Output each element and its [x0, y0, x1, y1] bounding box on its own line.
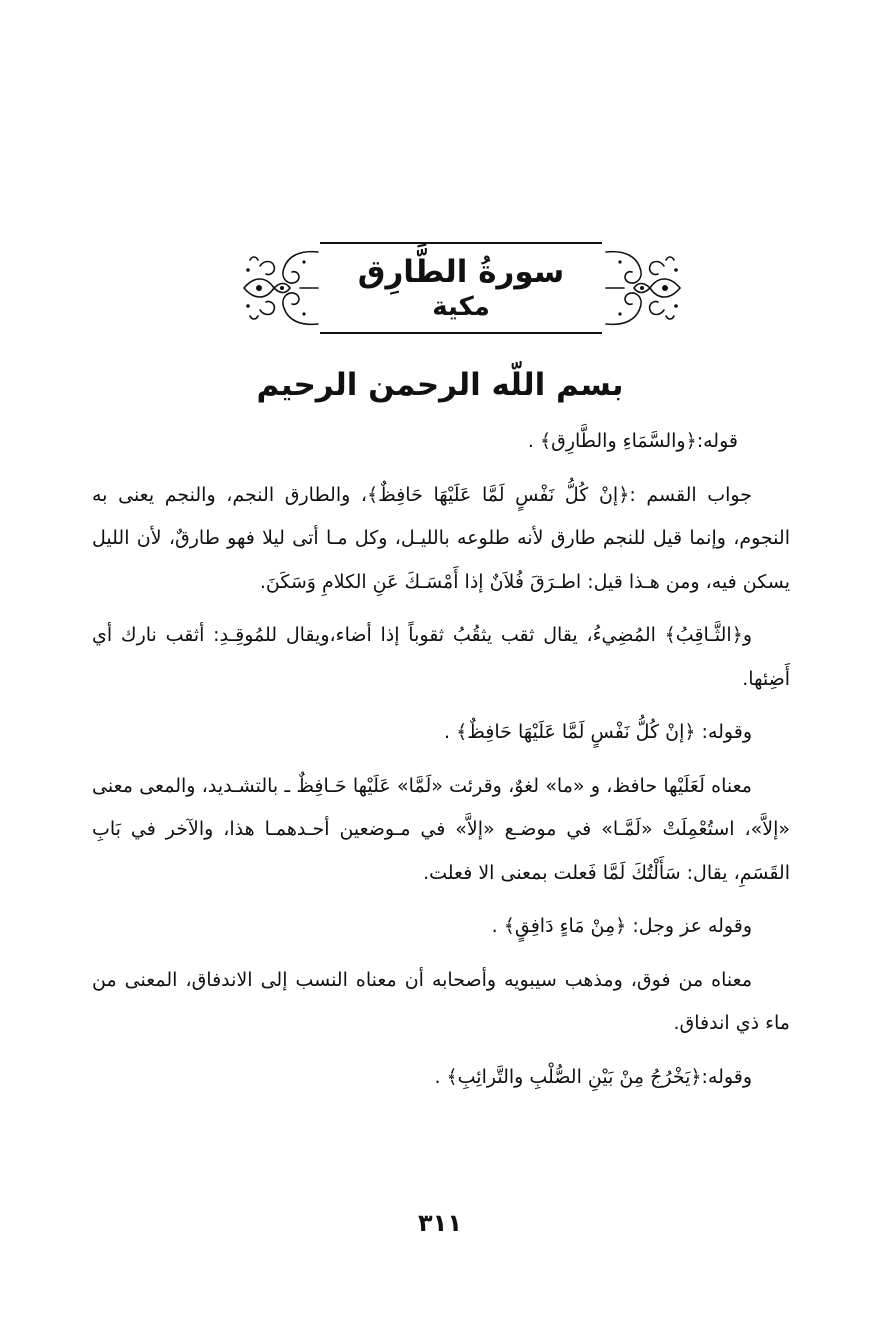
- page-number: ٣١١: [418, 1209, 462, 1237]
- paragraph-lamma: معناه لَعَلَيْها حافظ، و «ما» لغوٌ، وقرئت «لَمَّا» عَلَيْها حَـافِظٌ ـ بالتشـديد، والمعى معنى «إلاَّ»، استُعْمِلَتْ «لَمَّـا» في موضـع «إلاَّ» في مـوضعين أحـدهمـا هذا، والآخر في بَابِ القَسَمِ، يقال: سَأَلْتُكَ لَمَّا فَعلت بمعنى الا فعلت.: [92, 774, 790, 884]
- floral-ornament-icon: [240, 246, 322, 330]
- paragraph-thaqib: و﴿الثَّـاقِبُ﴾ المُضِيءُ، يقال ثقب يثقُبُ ثقوباً إذا أضاء،ويقال للمُوقِـدِ: أثقب نارك أي أَضِئها.: [92, 624, 790, 690]
- paragraph-dafiq: معناه من فوق، ومذهب سيبويه وأصحابه أن معناه النسب إلى الاندفاق، المعنى من ماء ذي اندفاق.: [92, 968, 790, 1034]
- paragraph-verse-1: قوله:﴿والسَّمَاءِ والطَّارِق﴾ .: [527, 430, 738, 452]
- basmala: بسم اللّه الرحمن الرحيم: [256, 367, 624, 403]
- commentary-body: [92, 420, 790, 1109]
- revelation-type: مكية: [432, 292, 490, 322]
- surah-header-banner: [240, 238, 685, 338]
- paragraph-verse-6: وقوله عز وجل: ﴿مِنْ مَاءٍ دَافِقٍ﴾ .: [491, 915, 752, 937]
- paragraph-verse-7: وقوله:﴿يَخْرُجُ مِنْ بَيْنِ الصُّلْبِ والتَّرائِبِ﴾ .: [434, 1065, 752, 1088]
- paragraph-verse-4: وقوله: ﴿إنْ كُلُّ نَفْسٍ لَمَّا عَلَيْهَا حَافِظٌ﴾ .: [444, 721, 752, 743]
- floral-ornament-icon: [602, 246, 684, 330]
- surah-title: سورةُ الطَّارِق: [357, 254, 565, 290]
- paragraph-oath-answer: جواب القسم :﴿إنْ كُلُّ نَفْسٍ لَمَّا عَلَيْهَا حَافِظٌ﴾، والطارق النجم، والنجم يعنى به النجوم، وإنما قيل للنجم طارق لأنه طلوعه بالليـل، وكل مـا أتى ليلا فهو طارقٌ، لأن الليل يسكن فيه، ومن هـذا قيل: اطـرَقَ فُلاَنٌ إذا أَمْسَـكَ عَنِ الكلامِ وَسَكَنَ.: [92, 483, 790, 593]
